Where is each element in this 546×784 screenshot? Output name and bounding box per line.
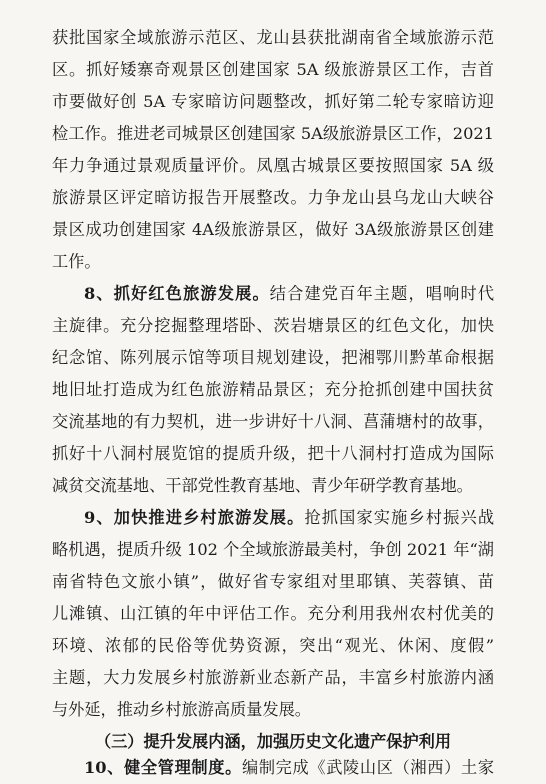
text-line: 儿滩镇、山江镇的年中评估工作。充分利用我州农村优美的 [52,604,494,623]
paragraph-first-line [84,752,494,784]
text-line: 检工作。推进老司城景区创建国家 5A级旅游景区工作，2021 [52,124,494,143]
text-line: 工作。 [52,252,101,271]
text-line: 纪念馆、陈列展示馆等项目规划建设，把湘鄂川黔革命根据 [52,348,494,367]
text-line: 与外延，推动乡村旅游高质量发展。 [52,700,311,719]
text-line: 区。抓好矮寨奇观景区创建国家 5A 级旅游景区工作，吉首 [52,60,494,79]
text-line: 市要做好创 5A 专家暗访问题整改，抓好第二轮专家暗访迎 [52,92,494,111]
text-line: 减贫交流基地、干部党性教育基地、青少年研学教育基地。 [52,476,473,495]
text-line: 获批国家全域旅游示范区、龙山县获批湖南省全域旅游示范 [52,28,494,47]
text-line: 地旧址打造成为红色旅游精品景区；充分抢抓创建中国扶贫 [52,380,494,399]
text-line: 主旋律。充分挖掘整理塔卧、茨岩塘景区的红色文化，加快 [52,316,494,335]
section-heading: （三）提升发展内涵，加强历史文化遗产保护利用 [94,732,452,751]
text-line: 略机遇，提质升级 102 个全域旅游最美村，争创 2021 年“湖 [52,540,494,559]
item-heading: 8、抓好红色旅游发展。 [84,284,270,303]
text-run: 结合建党百年主题，唱响时代 [269,284,494,303]
text-line: 环境、浓郁的民俗等优势资源，突出“观光、休闲、度假” [52,636,494,655]
item-heading: 9、加快推进乡村旅游发展。 [84,508,305,527]
text-line: 交流基地的有力契机，进一步讲好十八洞、菖蒲塘村的故事， [52,412,494,431]
paragraph-first-line [84,278,494,310]
text-line: 旅游景区评定暗访报告开展整改。力争龙山县乌龙山大峡谷 [52,188,494,207]
text-line: 南省特色文旅小镇”，做好省专家组对里耶镇、芙蓉镇、苗 [52,572,494,591]
paragraph-first-line [84,502,494,534]
item-heading: 10、健全管理制度。 [84,758,242,777]
text-line: 抓好十八洞村展览馆的提质升级，把十八洞村打造成为国际 [52,444,494,463]
text-run: 编制完成《武陵山区（湘西）土家 [241,758,494,777]
text-run: 抢抓国家实施乡村振兴战 [304,508,494,527]
text-line: 主题，大力发展乡村旅游新业态新产品，丰富乡村旅游内涵 [52,668,494,687]
text-line: 年力争通过景观质量评价。凤凰古城景区要按照国家 5A 级 [52,156,494,175]
text-line: 景区成功创建国家 4A级旅游景区，做好 3A级旅游景区创建 [52,220,494,239]
